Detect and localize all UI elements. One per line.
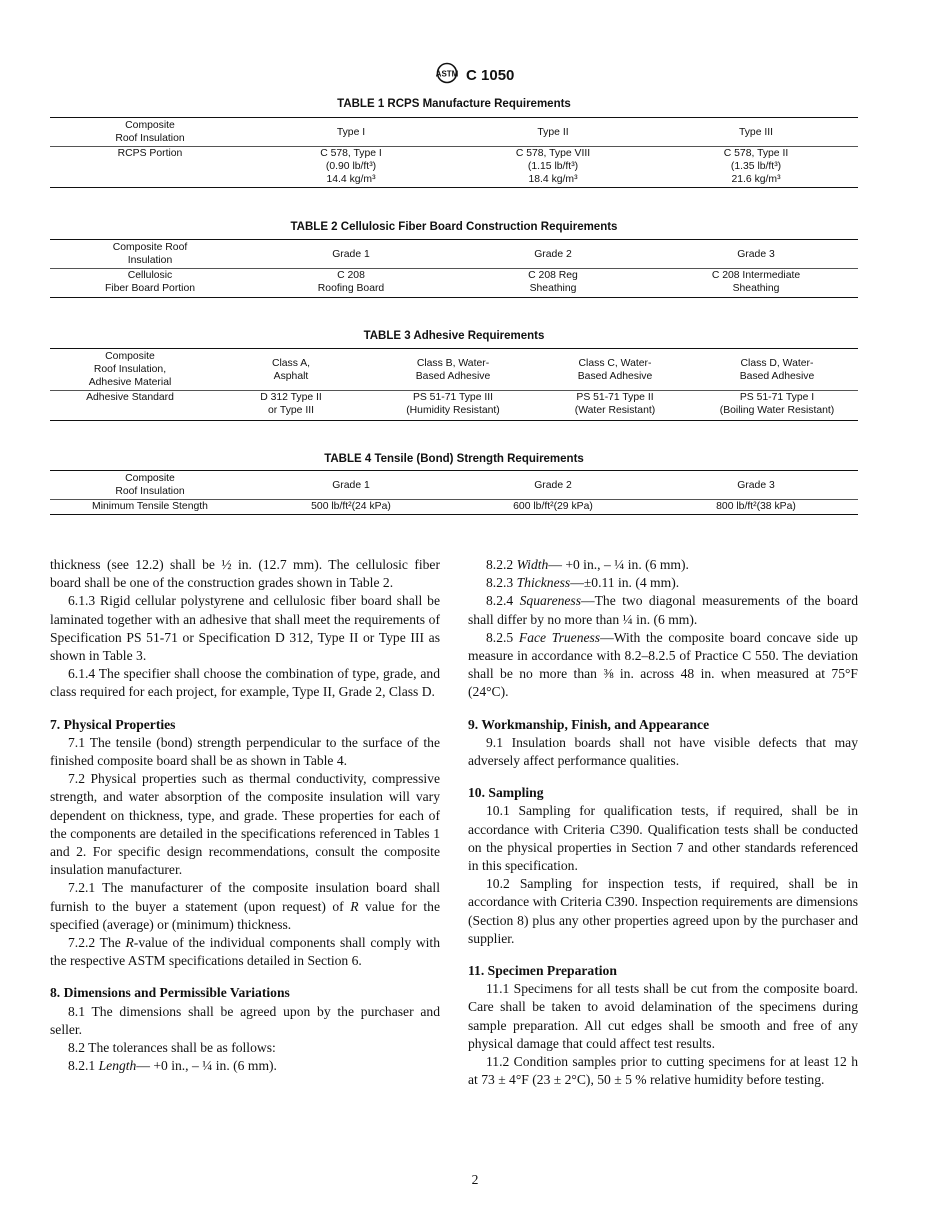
svg-text:ASTM: ASTM xyxy=(435,69,458,79)
section-heading-10: 10. Sampling xyxy=(468,785,544,801)
table-3-header-cell: Class B, Water- Based Adhesive xyxy=(372,349,534,391)
table-2-cell: Cellulosic Fiber Board Portion xyxy=(50,269,250,298)
table-1-cell: C 578, Type VIII (1.15 lb/ft³) 18.4 kg/m³ xyxy=(452,147,654,188)
paragraph-8-2-3: 8.2.3 Thickness—±0.11 in. (4 mm). xyxy=(486,575,680,591)
table-3-cell: PS 51-71 Type III (Humidity Resistant) xyxy=(372,391,534,421)
table-4-cell: Minimum Tensile Stength xyxy=(50,500,250,515)
table-4-caption: TABLE 4 Tensile (Bond) Strength Requirements xyxy=(324,453,584,465)
right-column xyxy=(468,556,858,1089)
page-number: 2 xyxy=(471,1172,479,1187)
paragraph: thickness (see 12.2) shall be ½ in. (12.7 mm). The cellulosic fiber board shall be one of the construction grades shown in Table 2. xyxy=(50,557,440,591)
table-2-cell: C 208 Reg Sheathing xyxy=(452,269,654,298)
table-1-header-cell: Type I xyxy=(250,118,452,147)
paragraph-7-1: 7.1 The tensile (bond) strength perpendicular to the surface of the finished composite board shall be as shown in Table 4. xyxy=(50,734,440,769)
table-2-cell: C 208 Roofing Board xyxy=(250,269,452,298)
table-1 xyxy=(50,117,858,188)
table-2-header-cell: Grade 2 xyxy=(452,240,654,269)
section-heading-7: 7. Physical Properties xyxy=(50,716,176,732)
table-3-cell: D 312 Type II or Type III xyxy=(210,391,372,421)
paragraph-8-1: 8.1 The dimensions shall be agreed upon by the purchaser and seller. xyxy=(50,1003,440,1037)
document-number: C 1050 xyxy=(466,67,515,84)
table-3-header-cell: Class C, Water- Based Adhesive xyxy=(534,349,696,391)
paragraph-8-2-2: 8.2.2 Width— +0 in., – ¼ in. (6 mm). xyxy=(486,557,689,572)
table-1-header-cell: Composite Roof Insulation xyxy=(50,118,250,147)
table-3-cell: PS 51-71 Type I (Boiling Water Resistant) xyxy=(696,391,858,421)
table-4-header-cell: Grade 1 xyxy=(250,471,452,500)
paragraph-8-2-4: 8.2.4 Squareness—The two diagonal measurements of the board shall differ by no more than ¼ in. (6 mm). xyxy=(468,593,858,627)
table-3-cell: PS 51-71 Type II (Water Resistant) xyxy=(534,391,696,421)
table-4-cell: 500 lb/ft²(24 kPa) xyxy=(250,500,452,515)
astm-logo-icon xyxy=(436,62,458,89)
table-3-header-cell: Composite Roof Insulation, Adhesive Material xyxy=(50,349,210,391)
left-column xyxy=(50,556,440,1075)
table-2 xyxy=(50,239,858,298)
paragraph-9-1: 9.1 Insulation boards shall not have visible defects that may adversely affect performance qualities. xyxy=(468,734,858,769)
table-4-header-cell: Grade 2 xyxy=(452,471,654,500)
paragraph-10-1: 10.1 Sampling for qualification tests, if required, shall be in accordance with Criteria C390. Qualification tests shall be conducted on the physical properties in Section 7 and other standards referenced in this specification. xyxy=(468,803,858,874)
table-2-header-cell: Grade 1 xyxy=(250,240,452,269)
table-1-cell: RCPS Portion xyxy=(50,147,250,188)
section-heading-9: 9. Workmanship, Finish, and Appearance xyxy=(468,716,710,732)
paragraph-8-2: 8.2 The tolerances shall be as follows: xyxy=(68,1040,276,1056)
table-3-cell: Adhesive Standard xyxy=(50,391,210,421)
table-1-caption: TABLE 1 RCPS Manufacture Requirements xyxy=(337,98,571,110)
paragraph-6-1-3: 6.1.3 Rigid cellular polystyrene and cellulosic fiber board shall be laminated together with an adhesive that shall meet the requirements of Specification PS 51-71 or Specification D 312, Type II or Type III as shown in Table 3. xyxy=(50,593,440,664)
table-2-header-cell: Grade 3 xyxy=(654,240,858,269)
paragraph-6-1-4: 6.1.4 The specifier shall choose the combination of type, grade, and class required for each project, for example, Type II, Grade 2, Class D. xyxy=(50,666,440,700)
section-heading-8: 8. Dimensions and Permissible Variations xyxy=(50,985,290,1001)
table-2-cell: C 208 Intermediate Sheathing xyxy=(654,269,858,298)
table-3-header-cell: Class D, Water- Based Adhesive xyxy=(696,349,858,391)
table-1-header-cell: Type III xyxy=(654,118,858,147)
paragraph-10-2: 10.2 Sampling for inspection tests, if required, shall be in accordance with Criteria C390. Inspection requirements are dimensions (Section 8) plus any other properties agreed upon by the purchaser and supplier. xyxy=(468,876,858,946)
paragraph-11-2: 11.2 Condition samples prior to cutting specimens for at least 12 h at 73 ± 4°F (23 ± 2°C), 50 ± 5 % relative humidity before testing. xyxy=(468,1054,858,1088)
table-2-header-cell: Composite Roof Insulation xyxy=(50,240,250,269)
paragraph-8-2-1: 8.2.1 Length— +0 in., – ¼ in. (6 mm). xyxy=(68,1058,277,1074)
table-3-caption: TABLE 3 Adhesive Requirements xyxy=(363,330,545,342)
paragraph-7-2: 7.2 Physical properties such as thermal conductivity, compressive strength, and water absorption of the composite insulation will vary dependent on thickness, type, and grade. These properties for each of the components are detailed in the specifications referenced in Tables 1 and 2. For specific design recommendations, consult the composite insulation manufacturer. xyxy=(50,771,440,878)
table-4-header-cell: Grade 3 xyxy=(654,471,858,500)
table-1-cell: C 578, Type II (1.35 lb/ft³) 21.6 kg/m³ xyxy=(654,147,858,188)
page-header xyxy=(0,62,950,89)
table-4-cell: 600 lb/ft²(29 kPa) xyxy=(452,500,654,515)
table-4-cell: 800 lb/ft²(38 kPa) xyxy=(654,500,858,515)
table-1-cell: C 578, Type I (0.90 lb/ft³) 14.4 kg/m³ xyxy=(250,147,452,188)
table-1-header-cell: Type II xyxy=(452,118,654,147)
paragraph-7-2-2: 7.2.2 The R-value of the individual components shall comply with the respective ASTM specifications detailed in Section 6. xyxy=(50,935,441,969)
table-3-header-cell: Class A, Asphalt xyxy=(210,349,372,391)
table-4 xyxy=(50,470,858,515)
paragraph-8-2-5: 8.2.5 Face Trueness—With the composite board concave side up measure in accordance with 8.2–8.2.5 of Practice C 550. The deviation shall be no more than ⅜ in. across 48 in. when measured at 75°F (24°C). xyxy=(468,629,858,700)
paragraph-7-2-1: 7.2.1 The manufacturer of the composite insulation board shall furnish to the buyer a statement (upon request) of R value for the specified (average) or (minimum) thickness. xyxy=(50,880,440,932)
table-4-header-cell: Composite Roof Insulation xyxy=(50,471,250,500)
section-heading-11: 11. Specimen Preparation xyxy=(468,963,617,979)
table-2-caption: TABLE 2 Cellulosic Fiber Board Construction Requirements xyxy=(290,221,618,233)
paragraph-11-1: 11.1 Specimens for all tests shall be cut from the composite board. Care shall be taken to avoid delamination of the specimens during sample preparation. All cut edges shall be smooth and free of any physical damage that could affect test results. xyxy=(468,981,858,1051)
table-3 xyxy=(50,348,858,421)
